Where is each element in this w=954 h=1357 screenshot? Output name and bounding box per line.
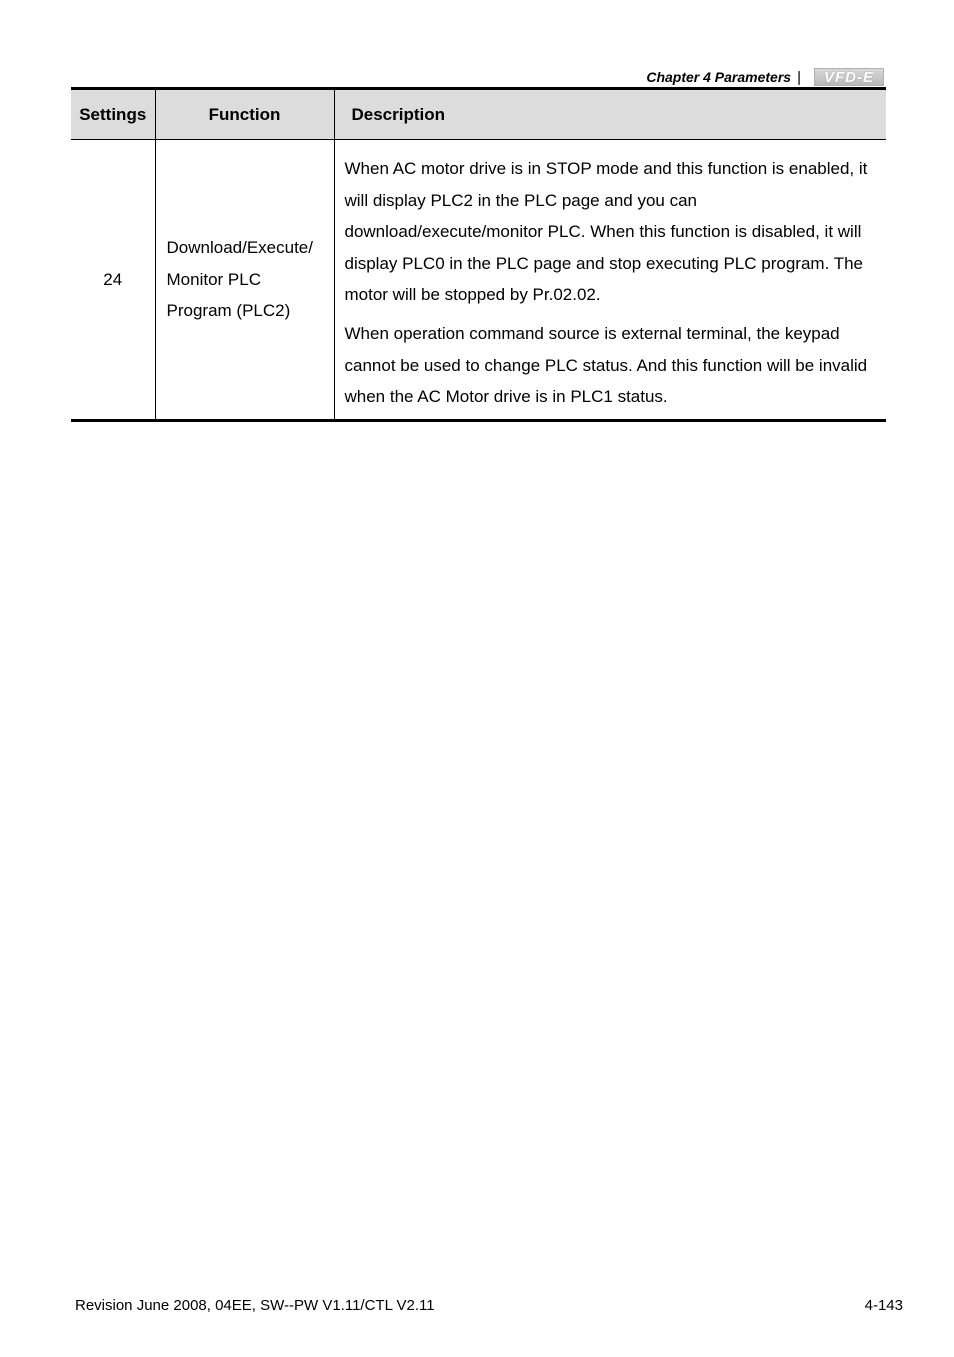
page-number: 4-143 [864, 1297, 903, 1314]
function-line: Program (PLC2) [166, 301, 291, 321]
parameter-settings-table [71, 87, 886, 422]
function-column-header: Function [155, 89, 334, 140]
description-cell [334, 140, 886, 421]
description-paragraph: When operation command source is external terminal, the keypad cannot be used to change PLC status. And this function will be invalid when the AC Motor drive is in PLC1 status. [344, 323, 868, 407]
vfd-e-logo [814, 68, 884, 86]
function-line: Download/Execute/ [166, 237, 313, 257]
table-header-row [71, 89, 886, 140]
setting-value: 24 [71, 140, 155, 421]
description-paragraph: When AC motor drive is in STOP mode and this function is enabled, it will display PLC2 in the PLC page and you can download/execute/monitor PLC. When this function is disabled, it will display PLC0 in the PLC page and stop executing PLC program. The motor will be stopped by Pr.02.02. [344, 159, 868, 305]
chapter-title: Chapter 4 Parameters [646, 69, 792, 85]
description-column-header: Description [334, 89, 886, 140]
logo-text: VFD-E [824, 68, 874, 86]
function-cell [155, 140, 334, 421]
revision-text: Revision June 2008, 04EE, SW--PW V1.11/CTL V2.11 [75, 1297, 435, 1314]
table-row [71, 140, 886, 421]
header-separator: | [797, 68, 801, 86]
function-line: Monitor PLC [166, 269, 261, 289]
settings-column-header: Settings [71, 89, 155, 140]
page-footer [75, 1297, 903, 1314]
page-header [646, 66, 884, 88]
